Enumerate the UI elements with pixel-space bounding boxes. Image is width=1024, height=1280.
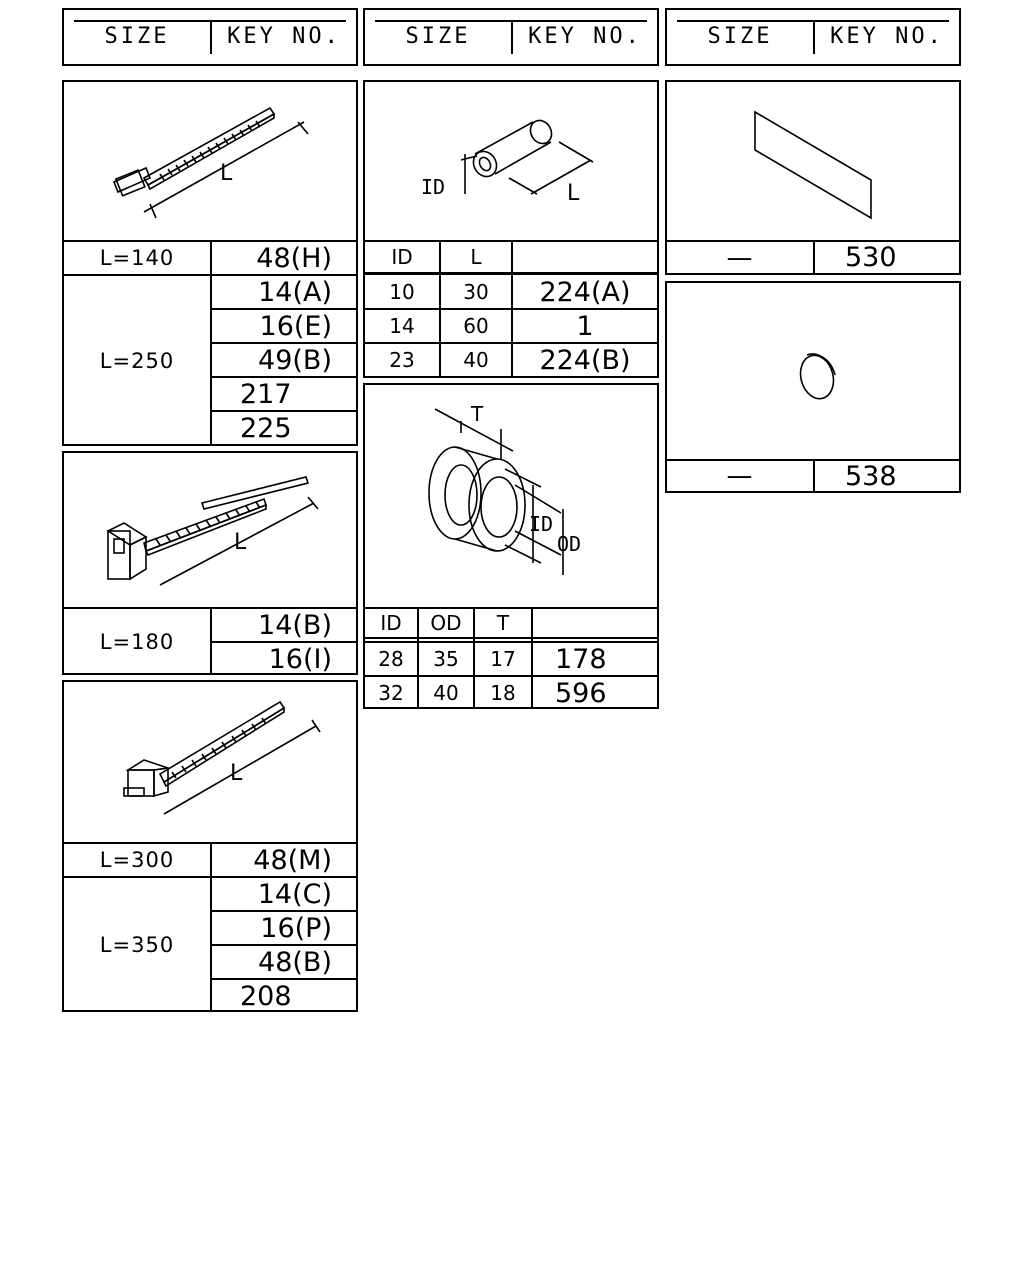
grommet-panel — [363, 383, 659, 709]
col-header: L — [470, 245, 482, 269]
header-col-2 — [363, 8, 659, 66]
l-cell: 40 — [463, 348, 489, 372]
sheet-drawing — [667, 82, 959, 240]
col-header: ID — [391, 245, 413, 269]
size-cell: — — [726, 461, 754, 491]
plug-drawing — [667, 283, 959, 459]
cable-tie-drawing — [64, 453, 356, 607]
l-cell: 30 — [463, 280, 489, 304]
dim-L-label: L — [234, 530, 247, 555]
dim-ID-label: ID — [529, 512, 554, 536]
t-cell: 17 — [490, 647, 516, 671]
id-cell: 23 — [389, 348, 415, 372]
id-cell: 28 — [378, 647, 404, 671]
col-header — [533, 609, 657, 637]
size-cell: L=140 — [99, 246, 175, 270]
key-no-cell: 224(A) — [539, 276, 631, 308]
od-cell: 35 — [433, 647, 459, 671]
grommet-drawing — [365, 385, 657, 607]
key-no-cell: 48(H) — [256, 242, 332, 274]
plug-panel — [665, 281, 961, 493]
key-no-cell: 217 — [240, 378, 292, 410]
key-no-cell: 16(P) — [260, 912, 332, 944]
cable-tie-drawing — [64, 82, 356, 240]
dim-ID-label: ID — [421, 175, 446, 199]
dim-L-label: L — [220, 161, 233, 186]
size-cell: L=180 — [99, 630, 175, 654]
key-no-cell: 225 — [240, 412, 292, 444]
key-no-cell: 16(I) — [268, 643, 332, 675]
key-no-cell: 48(M) — [253, 844, 332, 876]
key-no-cell: 596 — [555, 677, 607, 709]
col-header: T — [496, 611, 510, 635]
key-no-cell: 14(C) — [257, 878, 332, 910]
header-key-label: KEY NO. — [528, 24, 642, 49]
id-cell: 32 — [378, 681, 404, 705]
sheet-panel — [665, 80, 961, 275]
key-no-cell: 530 — [845, 242, 897, 273]
header-key-label: KEY NO. — [227, 24, 341, 49]
dim-L-label: L — [230, 761, 243, 786]
tube-panel — [363, 80, 659, 378]
key-no-cell: 16(E) — [259, 310, 332, 342]
key-no-cell: 14(B) — [258, 609, 332, 641]
key-no-cell: 49(B) — [258, 344, 332, 376]
t-cell: 18 — [490, 681, 516, 705]
key-no-cell: 14(A) — [258, 276, 332, 308]
size-cell: L=300 — [99, 848, 175, 872]
col-header: OD — [430, 611, 462, 635]
dim-OD-label: OD — [557, 532, 582, 556]
size-cell: L=250 — [99, 349, 175, 373]
col-header — [513, 242, 657, 272]
key-no-cell: 48(B) — [258, 946, 332, 978]
l-cell: 60 — [463, 314, 489, 338]
header-size-label: SIZE — [707, 24, 773, 49]
key-no-cell: 224(B) — [539, 344, 631, 376]
dim-L-label: L — [567, 181, 580, 206]
tube-drawing — [365, 82, 657, 240]
header-col-1 — [62, 8, 358, 66]
col-header: ID — [380, 611, 402, 635]
od-cell: 40 — [433, 681, 459, 705]
key-no-cell: 538 — [845, 460, 897, 492]
key-no-cell: 1 — [576, 310, 594, 342]
header-size-label: SIZE — [405, 24, 471, 49]
tie-c-panel — [62, 680, 358, 1012]
tie-b-panel — [62, 451, 358, 675]
header-col-3 — [665, 8, 961, 66]
size-cell: L=350 — [99, 933, 175, 957]
id-cell: 14 — [389, 314, 415, 338]
cable-tie-drawing — [64, 682, 356, 842]
header-key-label: KEY NO. — [830, 24, 944, 49]
tie-a-panel — [62, 80, 358, 446]
id-cell: 10 — [389, 280, 415, 304]
key-no-cell: 178 — [555, 643, 607, 675]
key-no-cell: 208 — [240, 980, 292, 1012]
header-size-label: SIZE — [104, 24, 170, 49]
size-cell: — — [726, 242, 754, 273]
dim-T-label: T — [471, 402, 484, 426]
